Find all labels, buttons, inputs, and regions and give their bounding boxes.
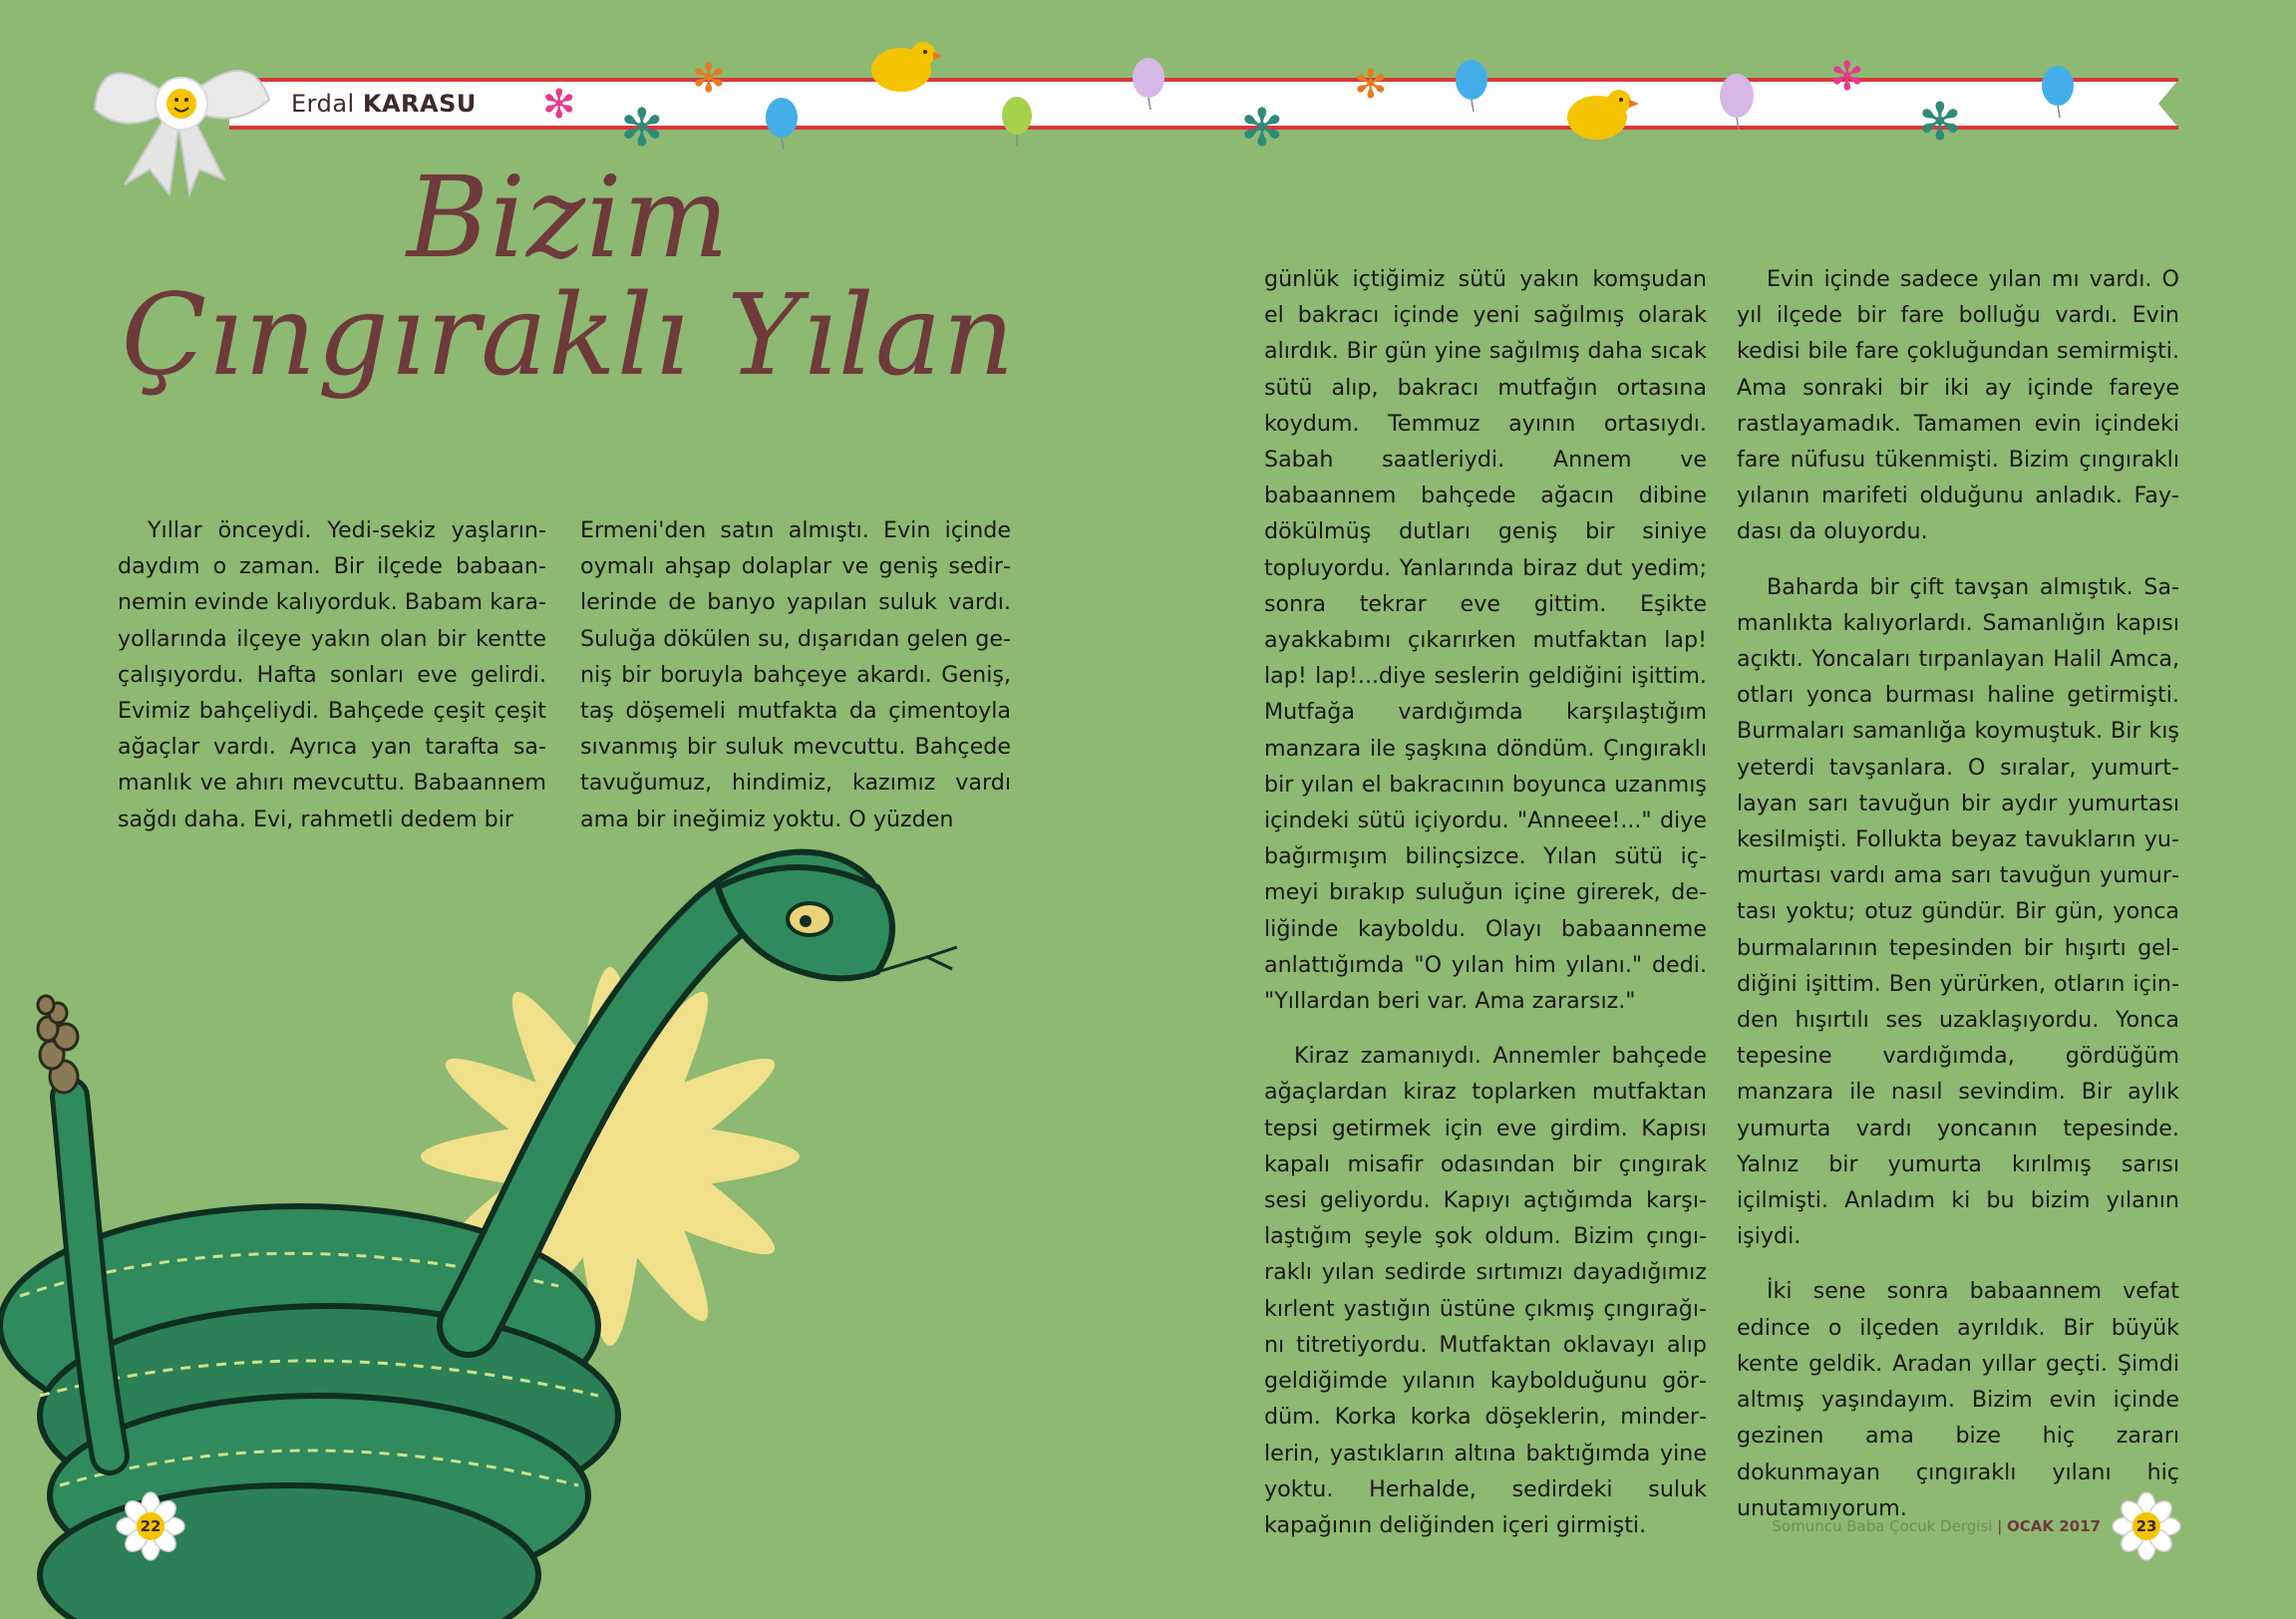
svg-text:✻: ✻	[1830, 54, 1864, 100]
svg-text:✻: ✻	[1240, 99, 1284, 159]
paragraph: Baharda bir çift tavşan almıştık. Samanlıkta kalıyorlardı. Samanlığın kapısı açıktı. Yoncaları tırpanlayan Halil Amca, otları yonca burması haline getirmişti. Burmaları samanlığa koymuştuk. Bir kış yeterdi tavşanlara. O sıralar, yumurtlayan sarı tavuğun bir aydır yumurtası kesilmişti. Folluktа beyaz tavukların yumurtası vardı ama sarı tavuğun yumurtası yoktu; otuz gündür. Bir gün, yonca burmalarının tepesinden bir hışırtı geldiğini işittim. Ben yürürken, otların içinden hışırtılı ses uzaklaşıyordu. Yonca tepesine vardığımda, gördüğüm manzara ile nasıl sevindim. Bir aylık yumurta vardı yoncanın tepesinde. Yalnız bir yumurta kırılmış sarısı içilmişti. Anladım ki bu bizim yılanın işiydi.	[1737, 573, 2179, 1250]
paragraph: İki sene sonra babaannem vefat edince o ilçeden ayrıldık. Bir büyük kente geldik. Aradan yıllar geçti. Şimdi altmış yaşındayım. Bizim evin içinde gezinen ama bize hiç zararı dokunmayan çıngıraklı yılanı hiç unutamıyorum.	[1737, 1278, 2179, 1521]
author-first-name: Erdal	[291, 90, 355, 118]
svg-text:✻: ✻	[1918, 93, 1962, 153]
text-column-4	[1737, 261, 2179, 1545]
balloon-icon	[1002, 97, 1032, 146]
footer-credit	[1772, 1517, 2101, 1535]
article-title	[120, 154, 1017, 401]
page-number-left	[116, 1491, 185, 1561]
title-line-1: Bizim	[406, 154, 731, 283]
paragraph: Ermeni'den satın almıştı. Evin içinde oymalı ahşap dolaplar ve geniş sedirlerinde de banyo yapılan suluk vardı. Suluğa dökülen su, dışarıdan gelen geniş bir boruyla bahçeye akardı. Geniş, taş döşemeli mutfakta da çimentoyla sıvanmış bir suluk mevcuttu. Bahçede tavuğumuz, hindimiz, kazımız vardı ama bir ineğimiz yoktu. O yüzden	[580, 517, 1011, 832]
svg-text:✻: ✻	[1354, 62, 1388, 108]
title-line-2: Çıngıraklı Yılan	[121, 271, 1016, 401]
text-column-1	[118, 512, 546, 856]
svg-text:✻: ✻	[692, 56, 726, 102]
svg-text:✻: ✻	[542, 82, 576, 128]
paragraph: Kiraz zamanıydı. Annemler bahçede ağaçlardan kiraz toplarken mutfaktan tepsi getirmek için eve girdim. Kapısı kapalı misafir odasından bir çıngırak sesi geliyordu. Kapıyı açtığımda karşılaştığım şeyle şok oldum. Bizim çıngıraklı yılan sedirde sırtımızı dayadığımız kırlent yastığın üstüne çıkmış çıngırağını titretiyordu. Mutfaktan oklavayı alıp geldiğimde yılanın kaybolduğunu gördüm. Korka korka döşeklerin, minderlerin, yastıkların altına baktığımda yine yoktu. Herhalde, sedirdeki suluk kapağının deliğinden içeri girmişti.	[1264, 1043, 1707, 1538]
paragraph: Evin içinde sadece yılan mı vardı. O yıl ilçede bir fare bolluğu vardı. Evin kedisi bile fare çokluğundan semirmişti. Ama sonraki bir iki ay içinde fareye rastlayamadık. Tamamen evin içindeki fare nüfusu tükenmişti. Bizim çıngıraklı yılanın marifeti olduğunu anladık. Faydası da oluyordu.	[1737, 266, 2179, 545]
daisy-smiley-icon	[156, 78, 207, 130]
paragraph: günlük içtiğimiz sütü yakın komşudan el bakracı içinde yeni sağılmış olarak alırdık. Bir gün yine sağılmış daha sıcak sütü alıp, bakracı mutfağın ortasına koydum. Temmuz ayının ortasıydı. Sabah saatleriydi. Annem ve babaannem bahçede ağacın dibine dökülmüş dutları geniş bir siniye topluyordu. Yanlarında biraz dut yedim; sonra tekrar eve gittim. Eşikte ayakkabımı çıkarırken mutfaktan lap! lap! lap!...diye seslerin geldiğini işittim. Mutfağa vardığımda karşılaştığım manzara ile şaşkına döndüm. Çıngıraklı bir yılan el bakracının boyunca uzanmış içindeki sütü içiyordu. "Anneee!..." diye bağırmışım bilinçsizce. Yılan sütü içmeyi bırakıp suluğun içine girerek, deliğinde kayboldu. Olayı babaanneme anlattığımda "O yılan him yılanı." dedi. "Yıllardan beri var. Ama zararsız."	[1264, 266, 1707, 1015]
page-number: 23	[2135, 1517, 2157, 1535]
svg-text:✻: ✻	[620, 99, 664, 159]
author-last-name: KARASU	[362, 90, 477, 118]
text-column-3	[1264, 261, 1707, 1562]
rattle	[38, 996, 78, 1093]
paragraph: Yıllar önceydi. Yedi-sekiz yaşlarındaydım o zaman. Bir ilçede babaannemin evinde kalıyorduk. Babam karayollarında ilçeye yakın olan bir kentte çalışıyordu. Hafta sonları eve gelirdi. Evimiz bahçeliydi. Bahçede çeşit çeşit ağaçlar vardı. Ayrıca yan tarafta samanlık ve ahırı mevcuttu. Babaannem sağdı daha. Evi, rahmetli dedem bir	[118, 517, 546, 832]
text-column-2	[580, 512, 1011, 856]
magazine-name: Somuncu Baba Çocuk Dergisi	[1772, 1517, 1993, 1535]
page-number-right	[2112, 1491, 2181, 1561]
balloon-icon	[766, 98, 798, 150]
page-number: 22	[140, 1517, 162, 1535]
author-byline	[291, 90, 477, 118]
footer-separator: |	[1997, 1517, 2003, 1535]
issue-date: OCAK 2017	[2007, 1517, 2101, 1535]
